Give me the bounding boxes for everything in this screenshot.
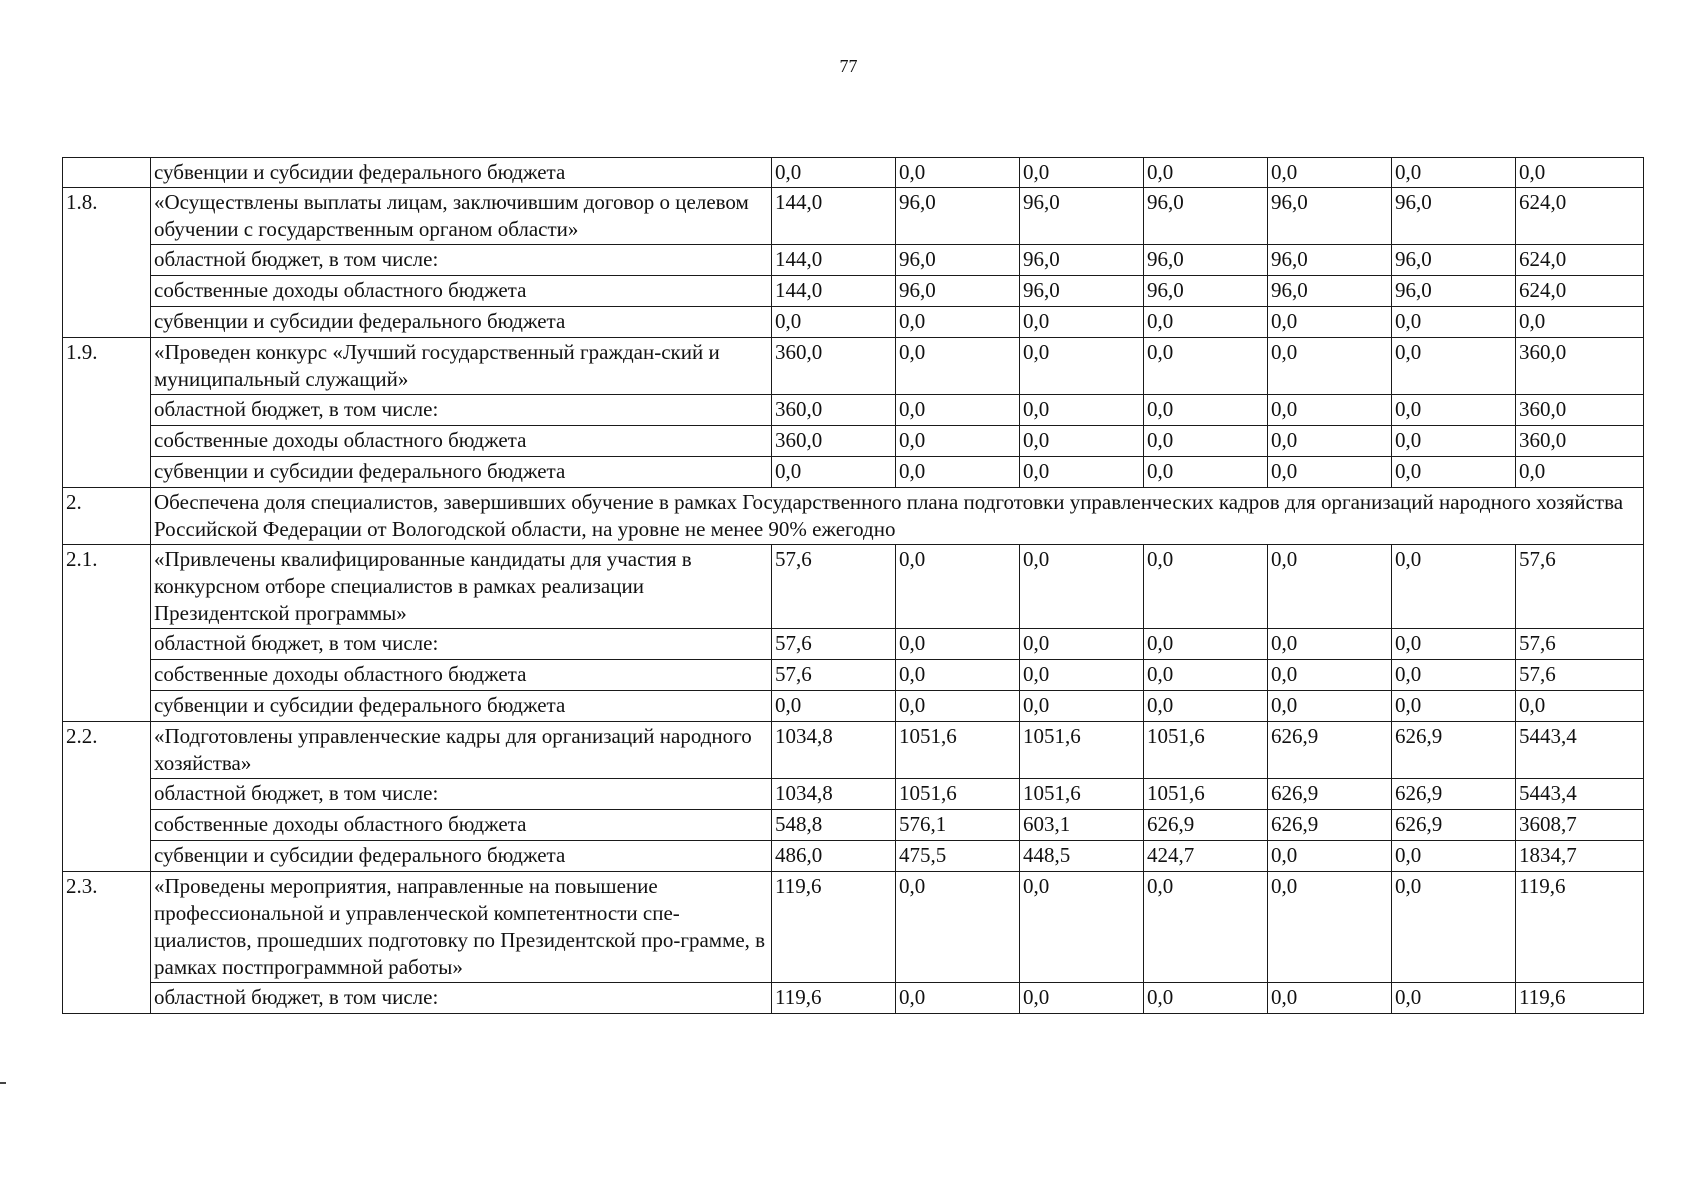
value-cell: 0,0	[1392, 660, 1516, 691]
table-row	[63, 872, 1644, 983]
value-cell: 0,0	[1392, 457, 1516, 488]
value-cell: 0,0	[1268, 395, 1392, 426]
row-code: 2.1.	[63, 545, 151, 722]
row-label: собственные доходы областного бюджета	[151, 276, 772, 307]
value-cell: 144,0	[772, 245, 896, 276]
value-cell: 424,7	[1144, 841, 1268, 872]
table-row	[63, 457, 1644, 488]
value-cell: 57,6	[772, 545, 896, 629]
value-cell: 96,0	[1144, 245, 1268, 276]
row-label: областной бюджет, в том числе:	[151, 779, 772, 810]
value-cell: 360,0	[1516, 338, 1644, 395]
value-cell: 1034,8	[772, 779, 896, 810]
value-cell: 96,0	[1392, 245, 1516, 276]
value-cell: 1051,6	[896, 722, 1020, 779]
value-cell: 1051,6	[896, 779, 1020, 810]
value-cell: 96,0	[1144, 188, 1268, 245]
row-label: областной бюджет, в том числе:	[151, 245, 772, 276]
value-cell: 0,0	[1020, 691, 1144, 722]
value-cell: 0,0	[896, 338, 1020, 395]
value-cell: 1051,6	[1020, 779, 1144, 810]
value-cell: 144,0	[772, 188, 896, 245]
value-cell: 0,0	[1516, 307, 1644, 338]
value-cell: 1034,8	[772, 722, 896, 779]
table-row	[63, 276, 1644, 307]
value-cell: 603,1	[1020, 810, 1144, 841]
value-cell: 360,0	[1516, 426, 1644, 457]
value-cell: 0,0	[896, 395, 1020, 426]
row-label: собственные доходы областного бюджета	[151, 810, 772, 841]
row-label: «Подготовлены управленческие кадры для организаций народного хозяйства»	[151, 722, 772, 779]
value-cell: 0,0	[1144, 158, 1268, 188]
value-cell: 0,0	[1268, 872, 1392, 983]
table-row	[63, 629, 1644, 660]
row-label: областной бюджет, в том числе:	[151, 395, 772, 426]
row-code	[63, 158, 151, 188]
value-cell: 360,0	[772, 426, 896, 457]
value-cell: 96,0	[1020, 276, 1144, 307]
value-cell: 0,0	[1144, 338, 1268, 395]
value-cell: 1051,6	[1144, 722, 1268, 779]
value-cell: 0,0	[1268, 660, 1392, 691]
value-cell: 0,0	[1392, 426, 1516, 457]
value-cell: 475,5	[896, 841, 1020, 872]
value-cell: 626,9	[1392, 810, 1516, 841]
row-label: областной бюджет, в том числе:	[151, 629, 772, 660]
table-row	[63, 779, 1644, 810]
value-cell: 626,9	[1392, 779, 1516, 810]
value-cell: 0,0	[1392, 395, 1516, 426]
value-cell: 0,0	[1144, 872, 1268, 983]
value-cell: 0,0	[1392, 545, 1516, 629]
value-cell: 626,9	[1144, 810, 1268, 841]
value-cell: 57,6	[1516, 660, 1644, 691]
row-label: субвенции и субсидии федерального бюджета	[151, 691, 772, 722]
row-label: субвенции и субсидии федерального бюджета	[151, 158, 772, 188]
value-cell: 360,0	[1516, 395, 1644, 426]
value-cell: 5443,4	[1516, 722, 1644, 779]
value-cell: 0,0	[1020, 629, 1144, 660]
value-cell: 0,0	[1144, 691, 1268, 722]
value-cell: 0,0	[1144, 983, 1268, 1014]
value-cell: 0,0	[896, 983, 1020, 1014]
value-cell: 0,0	[1268, 545, 1392, 629]
value-cell: 0,0	[1268, 338, 1392, 395]
value-cell: 96,0	[896, 188, 1020, 245]
value-cell: 576,1	[896, 810, 1020, 841]
value-cell: 0,0	[1268, 629, 1392, 660]
value-cell: 119,6	[1516, 983, 1644, 1014]
value-cell: 96,0	[1268, 276, 1392, 307]
value-cell: 626,9	[1268, 779, 1392, 810]
section-heading: Обеспечена доля специалистов, завершивших обучение в рамках Государственного плана подготовки управленческих кадров для организаций народного хозяйства Российской Федерации от Вологодской области, на уровне не менее 90% ежегодно	[151, 488, 1644, 545]
row-code: 1.8.	[63, 188, 151, 338]
value-cell: 0,0	[1020, 983, 1144, 1014]
value-cell: 0,0	[896, 872, 1020, 983]
table-row	[63, 545, 1644, 629]
value-cell: 0,0	[1020, 338, 1144, 395]
value-cell: 0,0	[1516, 691, 1644, 722]
value-cell: 96,0	[1020, 245, 1144, 276]
row-label: субвенции и субсидии федерального бюджета	[151, 841, 772, 872]
value-cell: 0,0	[1268, 983, 1392, 1014]
scan-mark	[0, 1082, 6, 1084]
value-cell: 624,0	[1516, 245, 1644, 276]
value-cell: 119,6	[1516, 872, 1644, 983]
value-cell: 96,0	[1268, 188, 1392, 245]
row-code: 2.3.	[63, 872, 151, 1014]
value-cell: 0,0	[1392, 691, 1516, 722]
value-cell: 0,0	[1144, 660, 1268, 691]
value-cell: 57,6	[772, 660, 896, 691]
value-cell: 5443,4	[1516, 779, 1644, 810]
value-cell: 360,0	[772, 395, 896, 426]
table-row	[63, 245, 1644, 276]
value-cell: 626,9	[1268, 810, 1392, 841]
value-cell: 96,0	[1268, 245, 1392, 276]
row-label: областной бюджет, в том числе:	[151, 983, 772, 1014]
value-cell: 624,0	[1516, 276, 1644, 307]
row-label: собственные доходы областного бюджета	[151, 426, 772, 457]
value-cell: 0,0	[896, 307, 1020, 338]
value-cell: 0,0	[1144, 457, 1268, 488]
row-code: 2.2.	[63, 722, 151, 872]
value-cell: 486,0	[772, 841, 896, 872]
value-cell: 0,0	[1268, 307, 1392, 338]
value-cell: 119,6	[772, 872, 896, 983]
value-cell: 0,0	[1020, 395, 1144, 426]
value-cell: 0,0	[896, 629, 1020, 660]
value-cell: 96,0	[896, 276, 1020, 307]
table-row	[63, 488, 1644, 545]
value-cell: 448,5	[1020, 841, 1144, 872]
value-cell: 0,0	[896, 457, 1020, 488]
value-cell: 360,0	[772, 338, 896, 395]
table-row	[63, 660, 1644, 691]
value-cell: 0,0	[1268, 426, 1392, 457]
value-cell: 1834,7	[1516, 841, 1644, 872]
row-label: «Проведен конкурс «Лучший государственный граждан-ский и муниципальный служащий»	[151, 338, 772, 395]
value-cell: 0,0	[1392, 841, 1516, 872]
value-cell: 0,0	[1144, 307, 1268, 338]
value-cell: 1051,6	[1020, 722, 1144, 779]
value-cell: 0,0	[1020, 158, 1144, 188]
value-cell: 0,0	[896, 691, 1020, 722]
row-label: «Проведены мероприятия, направленные на повышение профессиональной и управленческой компетентности спе-циалистов, прошедших подготовку по Президентской про-грамме, в рамках постпрограммной работы»	[151, 872, 772, 983]
value-cell: 0,0	[1144, 545, 1268, 629]
page-number: 77	[839, 56, 858, 76]
value-cell: 624,0	[1516, 188, 1644, 245]
row-label: собственные доходы областного бюджета	[151, 660, 772, 691]
value-cell: 96,0	[1144, 276, 1268, 307]
value-cell: 0,0	[1268, 158, 1392, 188]
table-row	[63, 691, 1644, 722]
value-cell: 0,0	[772, 158, 896, 188]
value-cell: 144,0	[772, 276, 896, 307]
table-row	[63, 722, 1644, 779]
row-label: «Осуществлены выплаты лицам, заключившим договор о целевом обучении с государственным органом области»	[151, 188, 772, 245]
table-row	[63, 188, 1644, 245]
value-cell: 0,0	[896, 158, 1020, 188]
value-cell: 0,0	[1392, 983, 1516, 1014]
value-cell: 57,6	[1516, 629, 1644, 660]
value-cell: 0,0	[1144, 395, 1268, 426]
value-cell: 0,0	[1268, 691, 1392, 722]
value-cell: 3608,7	[1516, 810, 1644, 841]
value-cell: 0,0	[1020, 545, 1144, 629]
value-cell: 0,0	[1392, 872, 1516, 983]
table-row	[63, 158, 1644, 188]
table-row	[63, 426, 1644, 457]
value-cell: 0,0	[1516, 457, 1644, 488]
value-cell: 0,0	[896, 660, 1020, 691]
value-cell: 119,6	[772, 983, 896, 1014]
value-cell: 96,0	[1020, 188, 1144, 245]
row-label: «Привлечены квалифицированные кандидаты для участия в конкурсном отборе специалистов в рамках реализации Президентской программы»	[151, 545, 772, 629]
value-cell: 0,0	[1144, 629, 1268, 660]
value-cell: 0,0	[1392, 629, 1516, 660]
budget-table-body	[63, 158, 1644, 1014]
value-cell: 0,0	[1392, 158, 1516, 188]
row-code: 1.9.	[63, 338, 151, 488]
value-cell: 57,6	[1516, 545, 1644, 629]
value-cell: 0,0	[1020, 307, 1144, 338]
value-cell: 0,0	[772, 691, 896, 722]
value-cell: 626,9	[1392, 722, 1516, 779]
row-label: субвенции и субсидии федерального бюджета	[151, 307, 772, 338]
table-row	[63, 841, 1644, 872]
value-cell: 0,0	[772, 307, 896, 338]
value-cell: 0,0	[1020, 426, 1144, 457]
value-cell: 0,0	[1392, 307, 1516, 338]
value-cell: 0,0	[1516, 158, 1644, 188]
row-label: субвенции и субсидии федерального бюджета	[151, 457, 772, 488]
budget-table	[62, 157, 1644, 1014]
table-row	[63, 983, 1644, 1014]
table-row	[63, 810, 1644, 841]
value-cell: 0,0	[896, 426, 1020, 457]
row-code: 2.	[63, 488, 151, 545]
value-cell: 0,0	[1020, 660, 1144, 691]
value-cell: 548,8	[772, 810, 896, 841]
value-cell: 0,0	[1020, 457, 1144, 488]
value-cell: 0,0	[1020, 872, 1144, 983]
value-cell: 0,0	[1392, 338, 1516, 395]
value-cell: 96,0	[896, 245, 1020, 276]
value-cell: 0,0	[772, 457, 896, 488]
value-cell: 0,0	[896, 545, 1020, 629]
value-cell: 626,9	[1268, 722, 1392, 779]
table-row	[63, 307, 1644, 338]
value-cell: 1051,6	[1144, 779, 1268, 810]
value-cell: 57,6	[772, 629, 896, 660]
value-cell: 0,0	[1144, 426, 1268, 457]
value-cell: 96,0	[1392, 188, 1516, 245]
value-cell: 0,0	[1268, 841, 1392, 872]
table-row	[63, 338, 1644, 395]
value-cell: 0,0	[1268, 457, 1392, 488]
value-cell: 96,0	[1392, 276, 1516, 307]
table-row	[63, 395, 1644, 426]
